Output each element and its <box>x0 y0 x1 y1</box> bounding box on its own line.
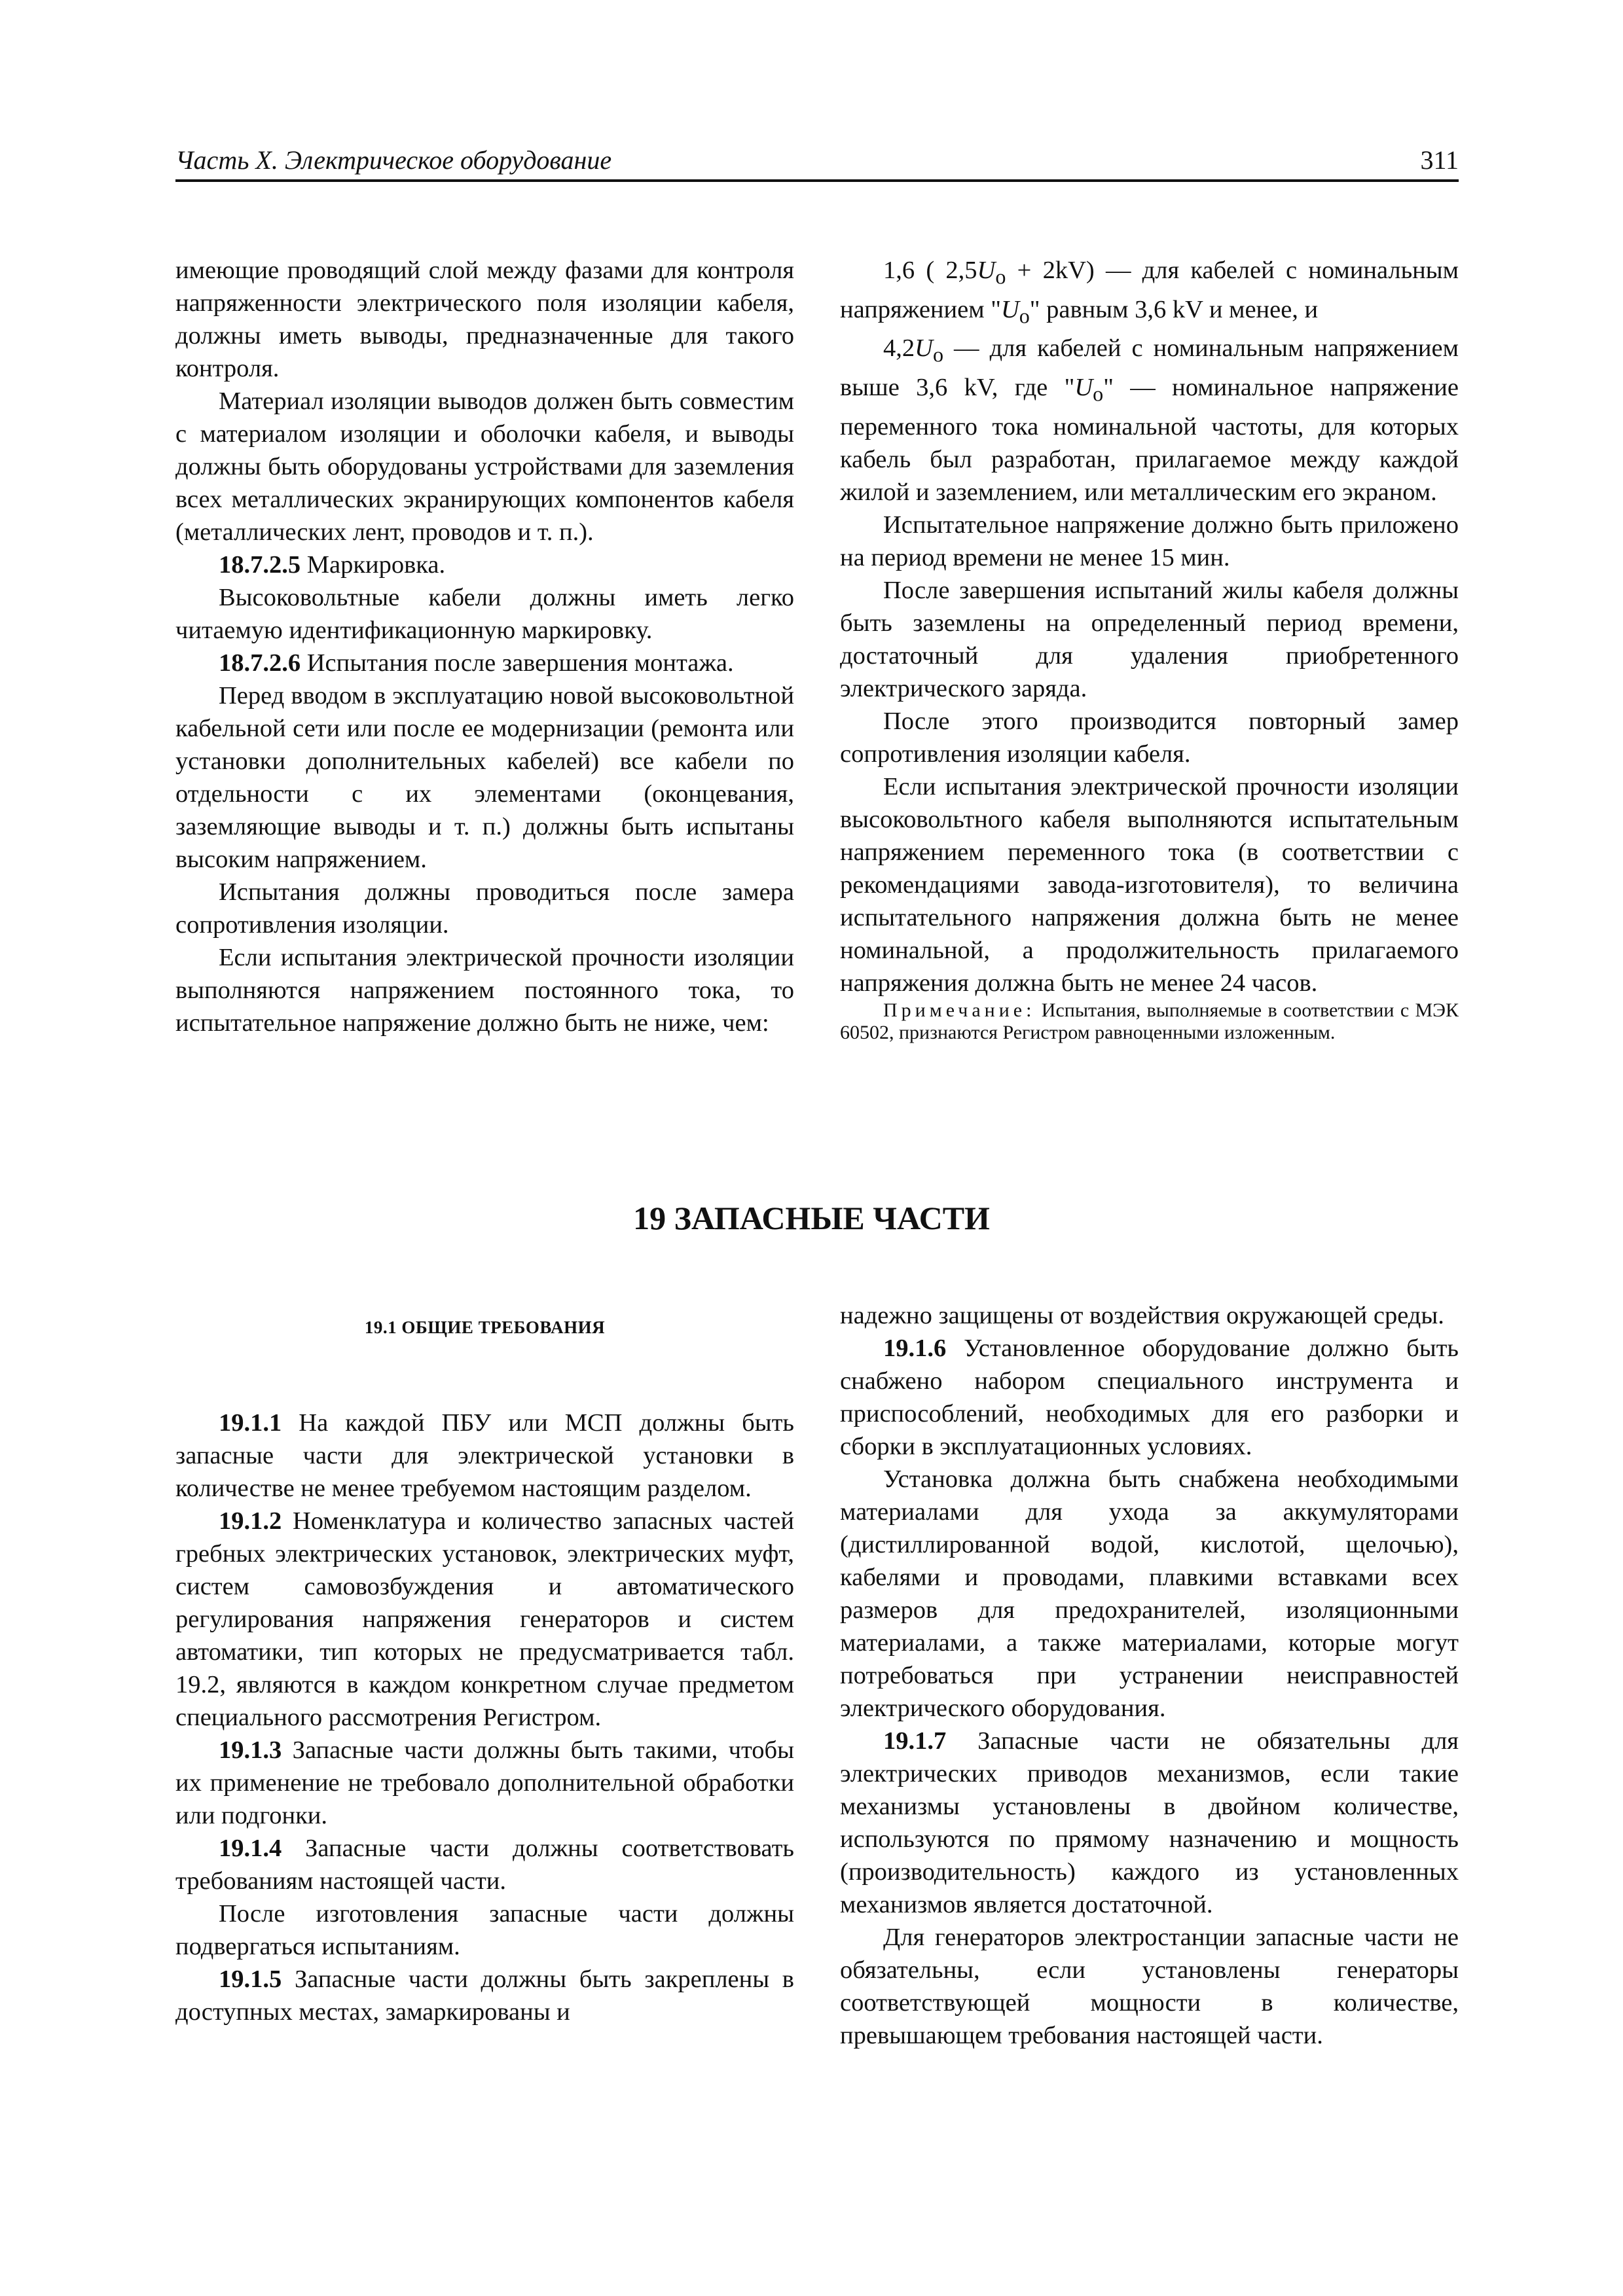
page-number: 311 <box>1420 145 1459 175</box>
paragraph: После завершения испытаний жилы кабеля должны быть заземлены на определенный период времени, достаточный для удаления приобретенного электрического заряда. <box>840 576 1459 702</box>
formula-text: 4,2 <box>883 334 915 363</box>
formula-variable: U <box>915 334 933 363</box>
formula-subscript: o <box>1093 382 1104 406</box>
formula-paragraph-1 <box>840 254 1459 332</box>
note-text: Испытания, выполняемые в соответствии с МЭК 60502, признаются Регистром равноценными изложенным. <box>840 999 1459 1043</box>
formula-subscript: o <box>995 264 1006 289</box>
paragraph: Испытания должны проводиться после замера сопротивления изоляции. <box>175 878 794 939</box>
header-title: Часть X. Электрическое оборудование <box>175 145 612 175</box>
note-label: Примечание: <box>883 999 1036 1021</box>
clause-number: 19.1.5 <box>219 1965 282 1993</box>
paragraph: Если испытания электрической прочности изоляции выполняются напряжением постоянного тока, то испытательное напряжение должно быть не ниже, чем: <box>175 944 794 1037</box>
formula-text: + 2kV) — для кабелей с номинальным напряжением " <box>840 257 1459 323</box>
formula-text: 1,6 ( 2,5 <box>883 257 977 284</box>
section-heading: 19.1 ОБЩИЕ ТРЕБОВАНИЯ <box>364 1318 606 1337</box>
paragraph: Испытательное напряжение должно быть приложено на период времени не менее 15 мин. <box>840 511 1459 571</box>
clause <box>840 1725 1459 1921</box>
clause-title: Маркировка. <box>301 551 446 579</box>
note <box>840 999 1459 1044</box>
formula-subscript: o <box>1019 304 1030 328</box>
clause-text: Запасные части не обязательны для электрических приводов механизмов, если такие механизмы установлены в двойном количестве, используются по прямому назначению и мощность (производительность) каждого из установленных механизмов является достаточной. <box>840 1727 1459 1918</box>
clause-number: 19.1.2 <box>219 1507 282 1535</box>
bottom-right-column <box>840 1299 1459 2052</box>
clause-text: На каждой ПБУ или МСП должны быть запасные части для электрической установки в количестве не менее требуемом настоящим разделом. <box>175 1409 794 1502</box>
clause-number: 18.7.2.6 <box>219 649 301 677</box>
paragraph: Перед вводом в эксплуатацию новой высоковольтной кабельной сети или после ее модернизации (ремонта или установки дополнительных кабелей) все кабели по отдельности с их элементами (оконцевания, заземляющие выводы и т. п.) должны быть испытаны высоким напряжением. <box>175 682 794 873</box>
clause <box>175 1963 794 2028</box>
clause-number: 19.1.4 <box>219 1835 282 1862</box>
paragraph: Материал изоляции выводов должен быть совместим с материалом изоляции и оболочки кабеля, и выводы должны быть оборудованы устройствами для заземления всех металлических экранирующих компонентов кабеля (металлических лент, проводов и т. п.). <box>175 387 794 546</box>
clause-text: Запасные части должны быть закреплены в доступных местах, замаркированы и <box>175 1965 794 2026</box>
clause <box>175 1734 794 1832</box>
clause-number: 19.1.3 <box>219 1736 282 1764</box>
running-header <box>175 143 1459 182</box>
clause-number: 19.1.6 <box>883 1335 947 1362</box>
clause <box>175 1407 794 1505</box>
paragraph: имеющие проводящий слой между фазами для контроля напряженности электрического поля изоляции кабеля, должны иметь выводы, предназначенные для такого контроля. <box>175 257 794 382</box>
chapter-title: 19 ЗАПАСНЫЕ ЧАСТИ <box>633 1200 990 1236</box>
formula-subscript: o <box>932 343 943 367</box>
paragraph: Если испытания электрической прочности изоляции высоковольтного кабеля выполняются испытательным напряжением переменного тока (в соответствии с рекомендациями завода-изготовителя), то величина испытательного напряжения должна быть не менее номинальной, а продолжительность прилагаемого напряжения должна быть не менее 24 часов. <box>840 772 1459 997</box>
clause-text: Запасные части должны соответствовать требованиям настоящей части. <box>175 1835 794 1895</box>
clause <box>175 1832 794 1897</box>
clause-text: Запасные части должны быть такими, чтобы их применение не требовало дополнительной обработки или подгонки. <box>175 1736 794 1829</box>
top-right-column <box>840 254 1459 1044</box>
paragraph: Для генераторов электростанции запасные части не обязательны, если установлены генераторы соответствующей мощности в количестве, превышающем требования настоящей части. <box>840 1924 1459 2049</box>
clause-text: Номенклатура и количество запасных частей гребных электрических установок, электрических муфт, систем самовозбуждения и автоматического регулирования напряжения генераторов и систем автоматики, тип которых не предусматривается табл. 19.2, являются в каждом конкретном случае предметом специального рассмотрения Регистром. <box>175 1507 794 1731</box>
top-left-column <box>175 254 794 1039</box>
formula-variable: U <box>977 257 996 284</box>
clause-text: Установленное оборудование должно быть снабжено набором специального инструмента и приспособлений, необходимых для его разборки и сборки в эксплуатационных условиях. <box>840 1335 1459 1460</box>
formula-variable: U <box>1074 374 1093 402</box>
clause-number: 19.1.7 <box>883 1727 947 1755</box>
clause <box>840 1332 1459 1463</box>
formula-variable: U <box>1000 295 1019 323</box>
paragraph: После изготовления запасные части должны подвергаться испытаниям. <box>175 1900 794 1960</box>
bottom-left-column <box>175 1299 794 2028</box>
clause <box>175 1505 794 1734</box>
formula-paragraph-2 <box>840 332 1459 508</box>
paragraph: После этого производится повторный замер сопротивления изоляции кабеля. <box>840 707 1459 768</box>
clause-title: Испытания после завершения монтажа. <box>301 649 734 677</box>
clause-number: 18.7.2.5 <box>219 551 301 579</box>
clause-heading <box>175 548 794 581</box>
clause-heading <box>175 647 794 679</box>
paragraph: Высоковольтные кабели должны иметь легко читаемую идентификационную маркировку. <box>175 584 794 644</box>
paragraph: Установка должна быть снабжена необходимыми материалами для ухода за аккумуляторами (дистиллированной водой, кислотой, щелочью), кабелями и проводами, плавкими вставками всех размеров для предохранителей, изоляционными материалами, а также материалами, которые могут потребоваться при устранении неисправностей электрического оборудования. <box>840 1465 1459 1722</box>
clause-number: 19.1.1 <box>219 1409 282 1437</box>
paragraph: надежно защищены от воздействия окружающей среды. <box>840 1302 1444 1329</box>
formula-text: — для кабелей с номинальным напряжением выше 3,6 kV, где " <box>840 334 1459 402</box>
formula-text: " равным 3,6 kV и менее, и <box>1029 295 1319 323</box>
formula-text: " — номинальное напряжение переменного тока номинальной частоты, для которых кабель был разработан, прилагаемое между каждой жилой и заземлением, или металлическим его экраном. <box>840 374 1459 506</box>
